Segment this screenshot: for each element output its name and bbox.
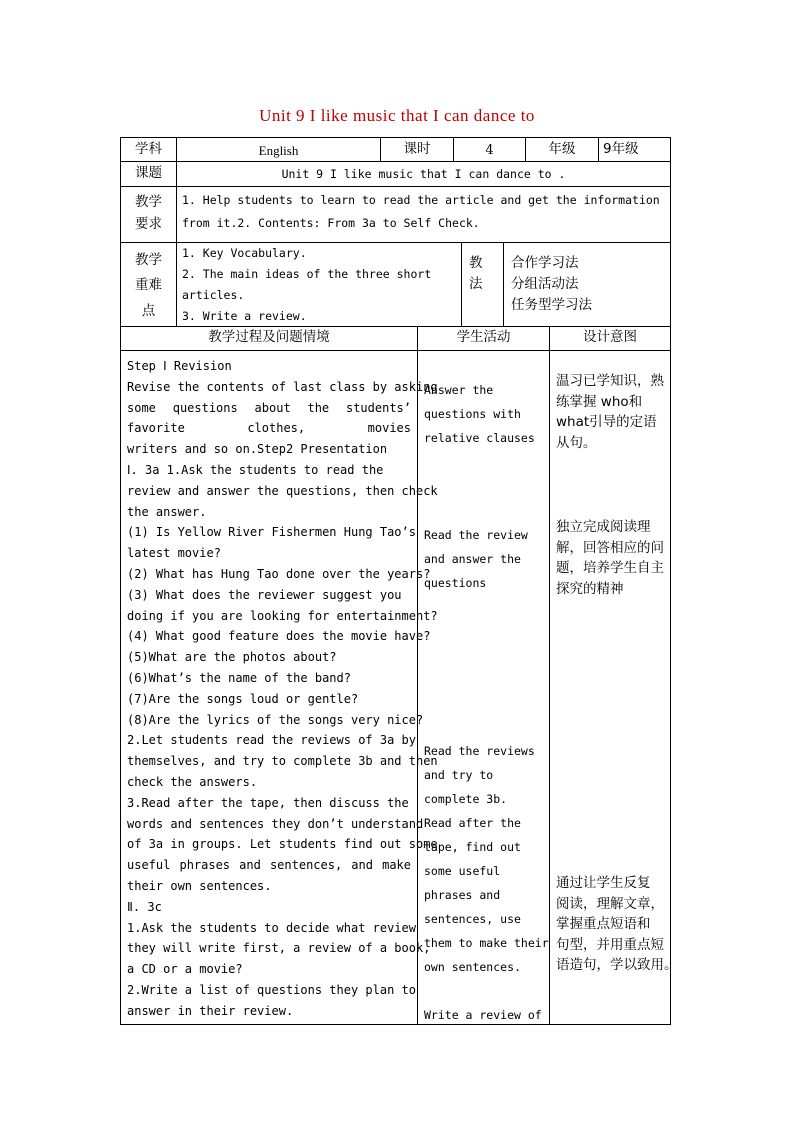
student-activity-4 [424,1003,544,1027]
process-line: their own sentences. [127,878,272,893]
process-line: check the answers. [127,774,258,789]
keypoints-line-4: 3. Write a review. [182,309,307,323]
student-activity-line: and try to [424,768,494,782]
process-line: of 3a in groups. Let students find out some [127,837,438,852]
process-line: Revise the contents of last class by asking [127,379,438,394]
process-line: they will write first, a review of a book, [127,941,431,956]
design-intent-line: 探究的精神 [556,580,624,597]
process-line: Step Ⅰ Revision [127,359,232,373]
student-activity-line: Read the review [424,528,528,542]
student-activity-line: complete 3b. [424,792,508,806]
keypoints-label-line-3: 点 [141,303,156,319]
design-intent-line: 题，培养学生自主 [556,560,664,577]
design-intent-line: 温习已学知识，熟 [556,373,664,389]
student-activity-line: Read the reviews [424,744,535,758]
keypoints-label-line-2: 重难 [135,277,162,293]
design-intent-line: 解，回答相应的问 [556,539,664,556]
process-line: latest movie? [127,546,221,561]
student-activity-line: questions with [424,407,521,421]
requirements-label-line-2: 要求 [135,216,162,232]
design-intent-line: 练掌握 who和 [556,393,643,410]
process-line: doing if you are looking for entertainment? [127,608,438,623]
student-activity-line: Write a review of [424,1008,542,1022]
process-header: 教学过程及问题情境 [208,329,330,345]
student-activity-line: and answer the [424,552,521,566]
method-label-line-1: 教 [469,255,483,271]
process-line: a CD or a movie? [127,962,243,977]
process-line: words and sentences they don’t understand [127,816,424,831]
design-header: 设计意图 [583,329,637,345]
design-intent-line: 阅读，理解文章， [556,895,664,912]
process-line: themselves, and try to complete 3b and then [127,754,438,769]
student-activity-3 [424,739,549,979]
process-line: (8)Are the lyrics of the songs very nice? [127,712,424,727]
process-line: (4) What good feature does the movie have? [127,629,431,644]
process-line: 2.Write a list of questions they plan to [127,982,416,997]
student-activity-1 [424,378,544,450]
design-intent-3 [556,873,678,976]
requirements-line-1: 1. Help students to learn to read the article and get the information [182,193,660,207]
student-activity-line: Read after the [424,816,521,830]
method-label-line-2: 法 [469,276,483,292]
topic-value: Unit 9 I like music that I can dance to . [281,167,566,181]
student-activity-2 [424,523,544,595]
method-item-2: 分组活动法 [511,276,579,292]
subject-label: 学科 [135,141,162,157]
student-activity-line: sentences, use [424,912,521,926]
process-line: the answer. [127,504,207,519]
method-item-1: 合作学习法 [511,255,579,271]
method-item-3: 任务型学习法 [511,297,592,313]
design-intent-line: 语造句，学以致用。 [556,957,678,974]
grade-value: 9年级 [603,141,639,157]
process-line: (2) What has Hung Tao done over the years? [127,566,431,581]
period-value: 4 [485,143,494,158]
process-line: (1) Is Yellow River Fishermen Hung Tao’s [127,525,416,540]
process-line: (7)Are the songs loud or gentle? [127,691,359,706]
process-line: Ⅰ. 3a 1.Ask the students to read the [127,462,384,477]
student-activity-line: relative clauses [424,431,535,445]
design-intent-2 [556,517,668,599]
design-intent-line: 独立完成阅读理 [556,519,651,535]
process-line: favorite clothes, movies [127,421,411,436]
student-activity-line: them to make their [424,936,549,950]
design-intent-1 [556,371,668,453]
design-intent-line: what引导的定语 [556,414,657,431]
keypoints-line-3: articles. [182,288,245,302]
requirements-line-2: from it.2. Contents: From 3a to Self Check. [182,216,480,230]
student-activity-line: own sentences. [424,960,521,974]
process-line: Ⅱ. 3c [127,899,162,914]
topic-label: 课题 [135,165,162,181]
process-text [127,356,438,1022]
design-intent-line: 句型，并用重点短 [556,936,664,953]
process-line: review and answer the questions, then check [127,483,438,498]
student-activity-line: Answer the [424,383,494,397]
period-label: 课时 [403,141,431,157]
keypoints-label-line-1: 教学 [135,252,162,268]
keypoints-line-1: 1. Key Vocabulary. [182,246,307,260]
keypoints-line-2: 2. The main ideas of the three short [182,267,432,281]
process-line: some questions about the students’ [127,400,411,415]
design-intent-line: 从句。 [556,434,597,451]
requirements-label-line-1: 教学 [135,194,162,210]
grade-label: 年级 [548,141,576,157]
process-line: (6)What’s the name of the band? [127,670,351,685]
design-intent-line: 掌握重点短语和 [556,916,651,933]
student-activity-line: tape, find out [424,840,521,854]
student-header: 学生活动 [456,329,511,345]
design-intent-line: 通过让学生反复 [556,875,651,891]
subject-value: English [258,143,299,158]
student-activity-line: some useful [424,864,501,878]
process-line: 3.Read after the tape, then discuss the [127,795,409,810]
process-line: 1.Ask the students to decide what review [127,920,416,935]
process-line: answer in their review. [127,1003,294,1018]
student-activity-line: phrases and [424,888,501,902]
document-title: Unit 9 I like music that I can dance to [259,106,535,125]
student-activity-line: questions [424,576,487,590]
process-line: (5)What are the photos about? [127,650,337,665]
process-line: 2.Let students read the reviews of 3a by [127,733,416,748]
process-line: (3) What does the reviewer suggest you [127,587,402,602]
process-line: writers and so on.Step2 Presentation [127,442,388,457]
process-line: useful phrases and sentences, and make [127,858,411,873]
